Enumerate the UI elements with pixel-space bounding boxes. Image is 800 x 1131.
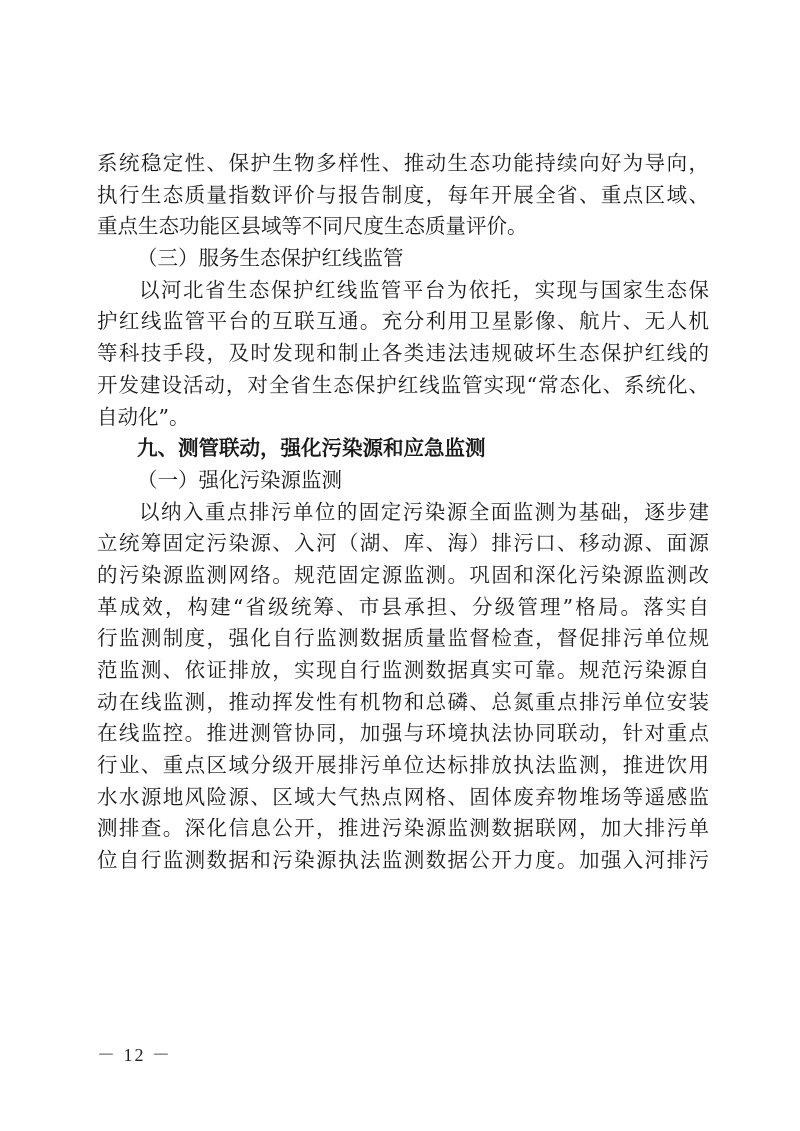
paragraph-line: 位自行监测数据和污染源执法监测数据公开力度。加强入河排污	[97, 848, 709, 873]
page-number: － 12 －	[97, 1045, 172, 1065]
paragraph-line: 重点生态功能区县域等不同尺度生态质量评价。	[97, 214, 528, 239]
paragraph-line: 在线监控。推进测管协同，加强与环境执法协同联动，针对重点	[97, 721, 709, 746]
paragraph-line: 以纳入重点排污单位的固定污染源全面监测为基础，逐步建	[139, 499, 709, 524]
paragraph-line: 行监测制度，强化自行监测数据质量监督检查，督促排污单位规	[97, 626, 709, 651]
paragraph-line: 以河北省生态保护红线监管平台为依托，实现与国家生态保	[139, 277, 709, 302]
paragraph-line: 革成效，构建“省级统筹、市县承担、分级管理”格局。落实自	[97, 594, 709, 619]
page-content	[97, 148, 709, 877]
paragraph-line: 自动化”。	[97, 404, 190, 429]
section-heading-9-1: （一）强化污染源监测	[137, 467, 342, 492]
paragraph-line: 执行生态质量指数评价与报告制度，每年开展全省、重点区域、	[97, 182, 709, 207]
chapter-heading-9: 九、测管联动，强化污染源和应急监测	[137, 436, 486, 461]
paragraph-line: 水水源地风险源、区域大气热点网格、固体废弃物堆场等遥感监	[97, 784, 709, 809]
section-heading-3: （三）服务生态保护红线监管	[137, 246, 404, 271]
paragraph-line: 测排查。深化信息公开，推进污染源监测数据联网，加大排污单	[97, 816, 709, 841]
paragraph-line: 动在线监测，推动挥发性有机物和总磷、总氮重点排污单位安装	[97, 689, 709, 714]
paragraph-line: 的污染源监测网络。规范固定源监测。巩固和深化污染源监测改	[97, 562, 709, 587]
paragraph-line: 系统稳定性、保护生物多样性、推动生态功能持续向好为导向，	[97, 151, 709, 175]
paragraph-line: 行业、重点区域分级开展排污单位达标排放执法监测，推进饮用	[97, 753, 709, 778]
paragraph-line: 等科技手段，及时发现和制止各类违法违规破坏生态保护红线的	[97, 341, 709, 366]
paragraph-line: 范监测、依证排放，实现自行监测数据真实可靠。规范污染源自	[97, 658, 709, 682]
paragraph-line: 开发建设活动，对全省生态保护红线监管实现“常态化、系统化、	[97, 372, 709, 397]
paragraph-line: 立统筹固定污染源、入河（湖、库、海）排污口、移动源、面源	[97, 531, 709, 556]
paragraph-line: 护红线监管平台的互联互通。充分利用卫星影像、航片、无人机	[97, 309, 709, 334]
